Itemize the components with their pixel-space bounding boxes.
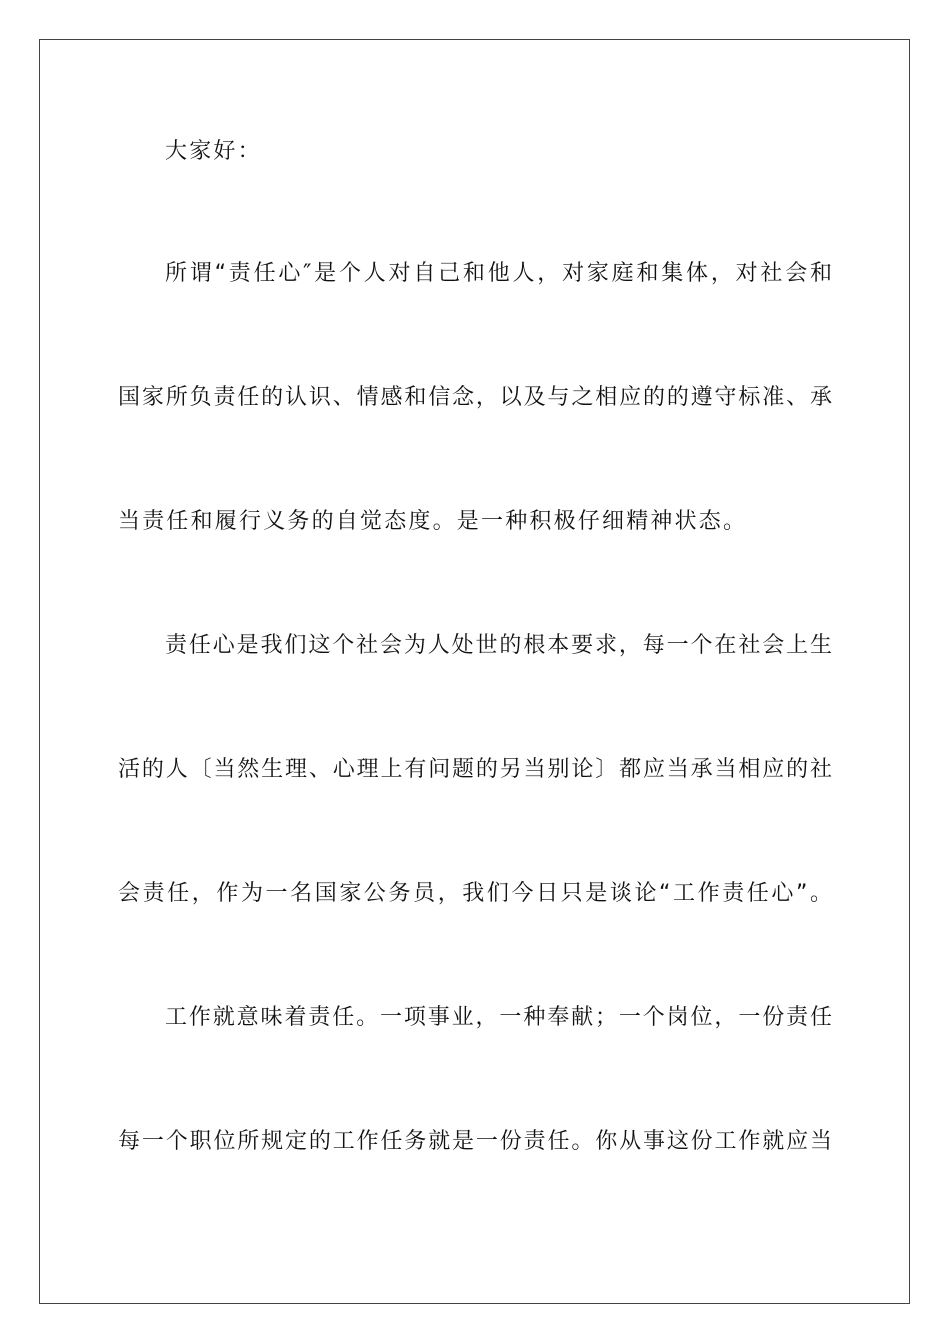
paragraph-2-line-2: 活的人〔当然生理、心理上有问题的另当别论〕都应当承当相应的社: [118, 757, 832, 782]
page-border: [39, 39, 910, 1304]
paragraph-1-line-3: 当责任和履行义务的自觉态度。是一种积极仔细精神状态。: [118, 509, 748, 534]
paragraph-3-line-1: 工作就意味着责任。一项事业，一种奉献；一个岗位，一份责任: [165, 1005, 832, 1030]
paragraph-2-line-1: 责任心是我们这个社会为人处世的根本要求，每一个在社会上生: [165, 633, 832, 658]
paragraph-1-line-1: 所谓“责任心″是个人对自己和他人，对家庭和集体，对社会和: [165, 261, 832, 286]
paragraph-1-line-2: 国家所负责任的认识、情感和信念，以及与之相应的的遵守标准、承: [118, 385, 832, 410]
greeting-line: 大家好：: [165, 139, 262, 164]
paragraph-3-line-2: 每一个职位所规定的工作任务就是一份责任。你从事这份工作就应当: [118, 1129, 832, 1154]
paragraph-2-line-3: 会责任，作为一名国家公务员，我们今日只是谈论“工作责任心”。: [118, 881, 832, 906]
